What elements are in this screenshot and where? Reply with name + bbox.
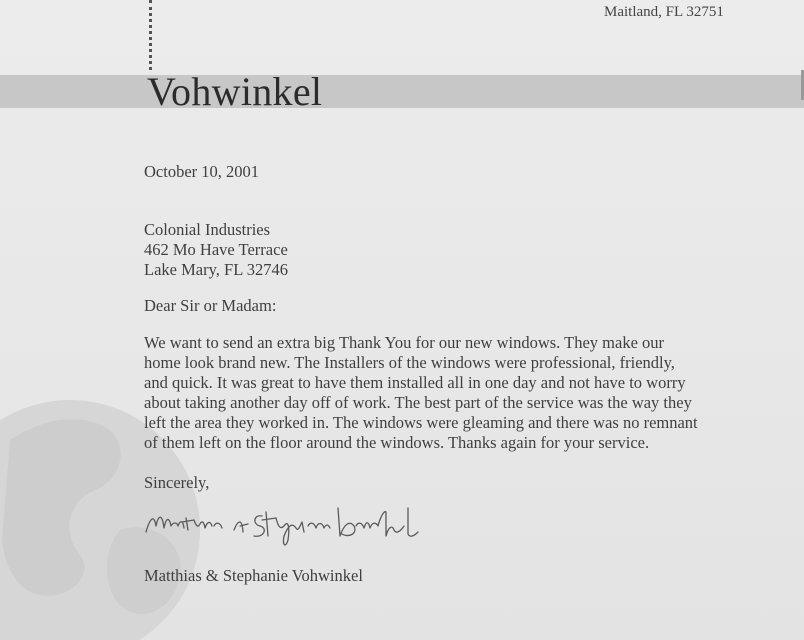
letter-body <box>144 333 698 453</box>
handwritten-signature <box>142 496 432 552</box>
header-band <box>0 75 804 108</box>
recipient-line: Lake Mary, FL 32746 <box>144 260 289 279</box>
dotted-rule <box>149 0 152 70</box>
body-line: about taking another day off of work. The best part of the service was the way they <box>144 393 692 412</box>
recipient-line: 462 Mo Have Terrace <box>144 240 288 259</box>
body-line: home look brand new. The Installers of the windows were professional, friendly, <box>144 353 675 372</box>
signer-name: Matthias & Stephanie Vohwinkel <box>144 566 363 585</box>
letterhead-brand: Vohwinkel <box>147 69 323 114</box>
body-line: of them left on the floor around the windows. Thanks again for your service. <box>144 433 650 452</box>
recipient-line: Colonial Industries <box>144 220 271 239</box>
sender-address-city: Maitland, FL 32751 <box>604 4 724 20</box>
letter-date: October 10, 2001 <box>144 162 260 181</box>
recipient-address <box>144 220 288 280</box>
closing: Sincerely, <box>144 473 210 492</box>
body-line: left the area they worked in. The windows were gleaming and there was no remnant <box>144 413 698 432</box>
body-line: and quick. It was great to have them installed all in one day and not have to worry <box>144 373 686 392</box>
salutation: Dear Sir or Madam: <box>144 296 277 315</box>
body-line: We want to send an extra big Thank You for our new windows. They make our <box>144 333 665 352</box>
